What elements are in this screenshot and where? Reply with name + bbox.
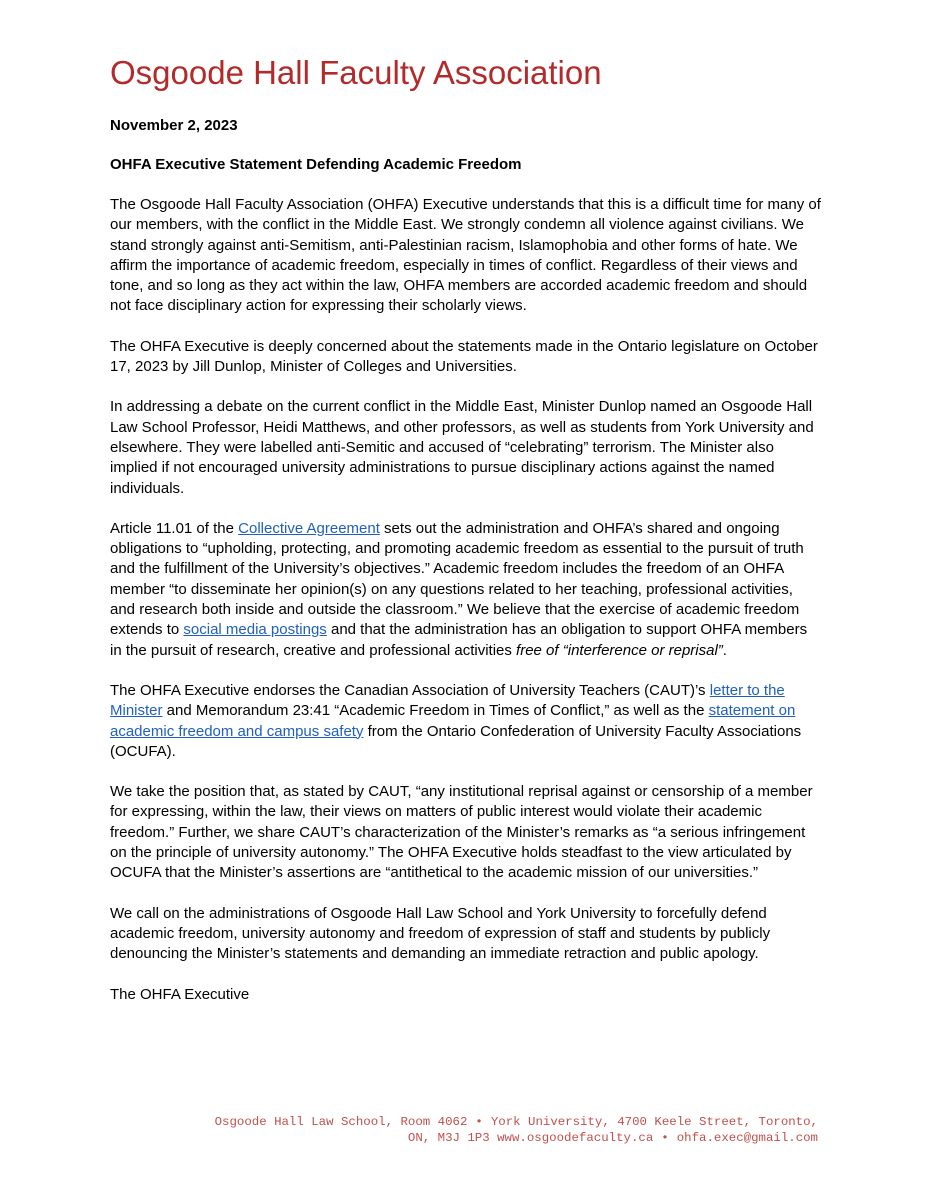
letter-date: November 2, 2023 bbox=[110, 117, 238, 134]
letter-to-minister-link[interactable]: letter to the Minister bbox=[110, 681, 785, 720]
paragraph-4 bbox=[110, 519, 822, 661]
letterhead-footer bbox=[110, 1114, 818, 1146]
paragraph-5 bbox=[110, 681, 822, 762]
statement-subject: OHFA Executive Statement Defending Academic Freedom bbox=[110, 156, 522, 173]
collective-agreement-link[interactable]: Collective Agreement bbox=[238, 519, 380, 537]
text-span: . bbox=[722, 641, 727, 659]
paragraph-7: We call on the administrations of Osgoode Hall Law School and York University to forcefully defend academic freedom, university autonomy and freedom of expression of staff and students by publicly denouncing the Minister’s statements and demanding an immediate retraction and public apology. bbox=[110, 904, 771, 963]
footer-address-1: Osgoode Hall Law School, Room 4062 bbox=[214, 1115, 468, 1129]
footer-email[interactable]: ohfa.exec@gmail.com bbox=[676, 1131, 818, 1145]
text-span: and that the administration has an obligation to support OHFA members in the pursuit of research, creative and professional activities bbox=[110, 621, 808, 659]
text-span: The OHFA Executive endorses the Canadian Association of University Teachers (CAUT)’s bbox=[110, 681, 710, 699]
footer-website[interactable]: www.osgoodefaculty.ca bbox=[497, 1131, 654, 1145]
paragraph-3: In addressing a debate on the current conflict in the Middle East, Minister Dunlop named an Osgoode Hall Law School Professor, Heidi Matthews, and other professors, as well as students from York University and elsewhere. They were labelled anti-Semitic and accused of “celebrating” terrorism. The Minister also implied if not encouraged university administrations to pursue disciplinary actions against the named individuals. bbox=[110, 398, 814, 497]
italic-quote: free of “interference or reprisal” bbox=[516, 641, 723, 659]
bullet-separator: • bbox=[661, 1131, 669, 1145]
signature: The OHFA Executive bbox=[110, 985, 250, 1003]
text-span: from the Ontario Confederation of University Faculty Associations (OCUFA). bbox=[110, 722, 802, 760]
paragraph-1: The Osgoode Hall Faculty Association (OHFA) Executive understands that this is a difficult time for many of our members, with the conflict in the Middle East. We strongly condemn all violence against civilians. We stand strongly against anti-Semitism, anti-Palestinian racism, Islamophobia and other forms of hate. We affirm the importance of academic freedom, especially in times of conflict. Regardless of their views and tone, and so long as they act within the law, OHFA members are accorded academic freedom and should not face disciplinary action for expressing their scholarly views. bbox=[110, 196, 821, 315]
footer-line-1 bbox=[110, 1114, 818, 1130]
social-media-postings-link[interactable]: social media postings bbox=[183, 621, 327, 639]
footer-address-3: ON, M3J 1P3 bbox=[407, 1131, 490, 1145]
text-span: and Memorandum 23:41 “Academic Freedom in Times of Conflict,” as well as the bbox=[162, 702, 709, 720]
letter-body bbox=[110, 195, 822, 1025]
footer-address-2: York University, 4700 Keele Street, Toronto, bbox=[490, 1115, 818, 1129]
paragraph-6: We take the position that, as stated by CAUT, “any institutional reprisal against or censorship of a member for expressing, within the law, their views on matters of public interest would violate their academic freedom.” Further, we share CAUT’s characterization of the Minister’s remarks as “a serious infringement on the principle of university autonomy.” The OHFA Executive holds steadfast to the view articulated by OCUFA that the Minister’s assertions are “antithetical to the academic mission of our universities.” bbox=[110, 783, 813, 882]
bullet-separator: • bbox=[475, 1115, 483, 1129]
footer-line-2 bbox=[110, 1130, 818, 1146]
text-span: sets out the administration and OHFA’s shared and ongoing obligations to “upholding, protecting, and promoting academic freedom as essential to the pursuit of truth and the fulfillment of the University’s objectives.” Academic freedom includes the freedom of an OHFA member “to disseminate her opinion(s) on any questions related to her teaching, professional activities, and research both inside and outside the classroom.” We believe that the exercise of academic freedom extends to bbox=[110, 519, 804, 639]
paragraph-2: The OHFA Executive is deeply concerned about the statements made in the Ontario legislature on October 17, 2023 by Jill Dunlop, Minister of Colleges and Universities. bbox=[110, 337, 818, 376]
text-span: Article 11.01 of the bbox=[110, 519, 239, 537]
org-title: Osgoode Hall Faculty Association bbox=[110, 54, 602, 91]
ocufa-statement-link[interactable]: statement on academic freedom and campus safety bbox=[110, 702, 796, 740]
